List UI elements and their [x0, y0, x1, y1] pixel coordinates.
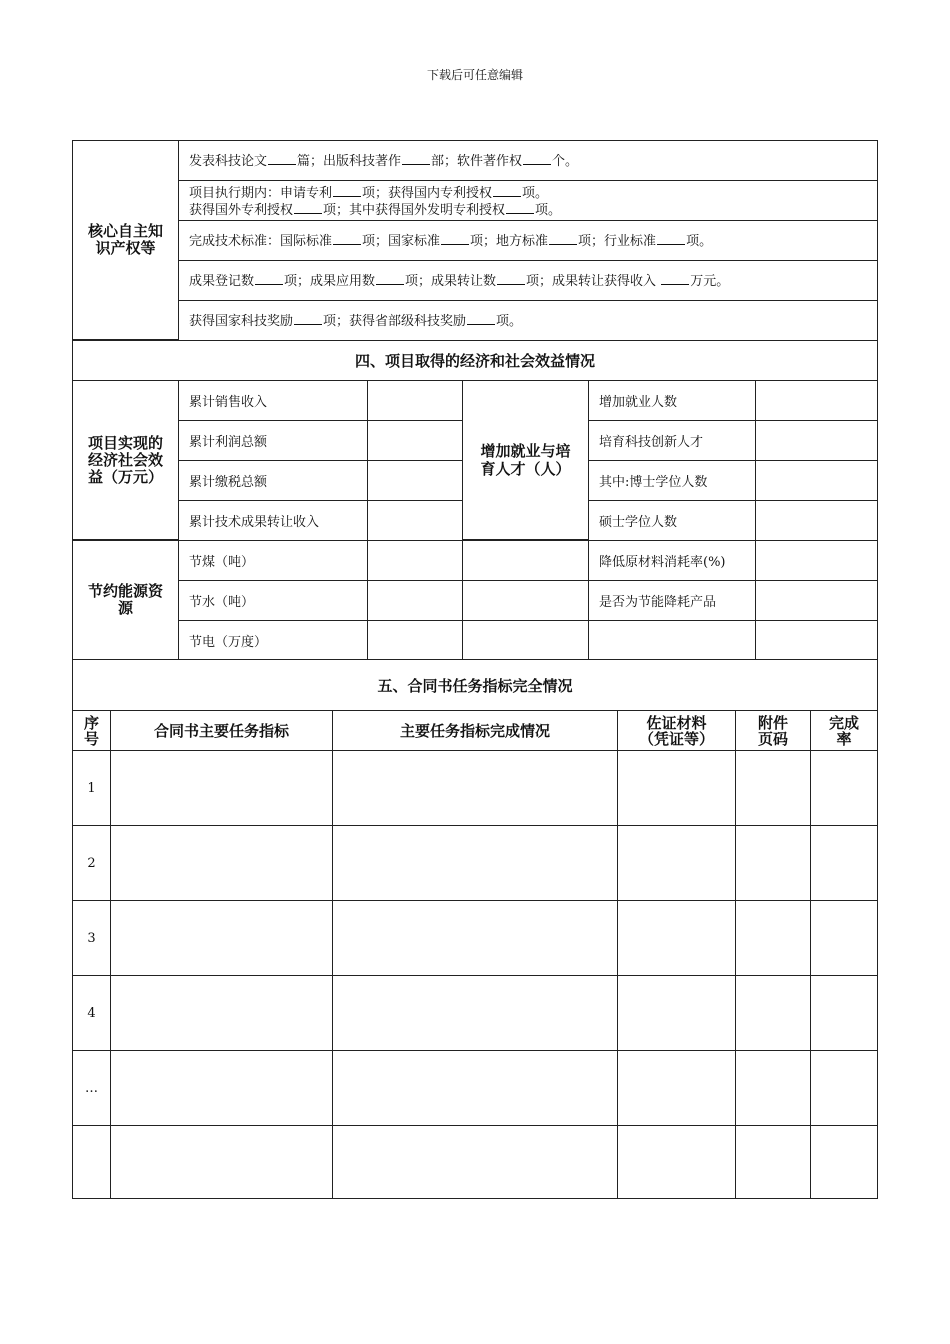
task-row-number [72, 1125, 111, 1199]
ip-row-patents: 项目执行期内：申请专利 项；获得国内专利授权 项。 获得国外专利授权 项；其中获得国外发明专利授权 项。 [178, 180, 878, 221]
employment-label: 增加就业与培育人才（人） [462, 380, 589, 540]
task-header-rate: 完成率 [810, 710, 878, 751]
task-row-number: 1 [72, 750, 111, 826]
task-row-indicator [110, 1050, 333, 1126]
emp-item-jobs: 增加就业人数 [588, 380, 756, 421]
section4-title: 四、项目取得的经济和社会效益情况 [72, 340, 878, 381]
task-row-page [735, 975, 811, 1051]
energy-item-power: 节电（万度） [178, 620, 368, 660]
task-row-page [735, 900, 811, 976]
econ-item-sales: 累计销售收入 [178, 380, 368, 421]
ip-row-papers: 发表科技论文 篇；出版科技著作 部；软件著作权 个。 [178, 140, 878, 181]
task-row-evidence [617, 750, 736, 826]
emp-item-phd: 其中:博士学位人数 [588, 460, 756, 501]
energy-right-product-value [755, 580, 878, 621]
emp-item-talent: 培育科技创新人才 [588, 420, 756, 461]
task-row-indicator [110, 825, 333, 901]
task-row-indicator [110, 900, 333, 976]
task-row-completion [332, 975, 618, 1051]
task-header-evidence: 佐证材料（凭证等） [617, 710, 736, 751]
econ-item-profit: 累计利润总额 [178, 420, 368, 461]
econ-item-transfer: 累计技术成果转让收入 [178, 500, 368, 541]
energy-item-water: 节水（吨） [178, 580, 368, 621]
emp-value-talent [755, 420, 878, 461]
task-row-evidence [617, 975, 736, 1051]
energy-right-material: 降低原材料消耗率(%) [588, 540, 756, 581]
energy-extra-power [462, 620, 589, 660]
task-row-rate [810, 750, 878, 826]
econ-item-tax: 累计缴税总额 [178, 460, 368, 501]
task-row-evidence [617, 1050, 736, 1126]
energy-label: 节约能源资源 [72, 540, 179, 660]
task-row-completion [332, 900, 618, 976]
energy-right-material-value [755, 540, 878, 581]
ip-row-results: 成果登记数 项；成果应用数 项；成果转让数 项；成果转让获得收入 万元。 [178, 260, 878, 301]
energy-value-power [367, 620, 463, 660]
task-row-page [735, 825, 811, 901]
task-row-rate [810, 1050, 878, 1126]
emp-value-master [755, 500, 878, 541]
task-row-page [735, 1050, 811, 1126]
task-row-evidence [617, 825, 736, 901]
energy-extra-water [462, 580, 589, 621]
task-row-evidence [617, 1125, 736, 1199]
header-note: 下载后可任意编辑 [426, 68, 523, 82]
task-header-completion: 主要任务指标完成情况 [332, 710, 618, 751]
task-row-evidence [617, 900, 736, 976]
energy-item-coal: 节煤（吨） [178, 540, 368, 581]
econ-value-profit [367, 420, 463, 461]
task-row-indicator [110, 1125, 333, 1199]
report-form [72, 140, 878, 1199]
ip-row-standards: 完成技术标准：国际标准 项；国家标准 项；地方标准 项；行业标准 项。 [178, 220, 878, 261]
task-header-indicator: 合同书主要任务指标 [110, 710, 333, 751]
econ-label: 项目实现的经济社会效益（万元） [72, 380, 179, 540]
energy-right-product: 是否为节能降耗产品 [588, 580, 756, 621]
task-row-rate [810, 825, 878, 901]
energy-right-blank [588, 620, 756, 660]
emp-item-master: 硕士学位人数 [588, 500, 756, 541]
econ-value-tax [367, 460, 463, 501]
task-row-number: … [72, 1050, 111, 1126]
energy-extra-coal [462, 540, 589, 581]
task-row-indicator [110, 750, 333, 826]
task-row-completion [332, 825, 618, 901]
task-row-number: 2 [72, 825, 111, 901]
ip-row-awards: 获得国家科技奖励 项；获得省部级科技奖励 项。 [178, 300, 878, 341]
task-row-indicator [110, 975, 333, 1051]
econ-value-sales [367, 380, 463, 421]
energy-right-blank-value [755, 620, 878, 660]
task-row-rate [810, 1125, 878, 1199]
section5-title: 五、合同书任务指标完全情况 [72, 659, 878, 711]
task-row-page [735, 750, 811, 826]
econ-value-transfer [367, 500, 463, 541]
task-row-number: 3 [72, 900, 111, 976]
task-row-rate [810, 900, 878, 976]
task-row-completion [332, 1125, 618, 1199]
task-header-no: 序号 [72, 710, 111, 751]
task-row-rate [810, 975, 878, 1051]
task-header-page: 附件页码 [735, 710, 811, 751]
ip-label: 核心自主知识产权等 [72, 140, 179, 340]
energy-value-coal [367, 540, 463, 581]
emp-value-phd [755, 460, 878, 501]
emp-value-jobs [755, 380, 878, 421]
task-row-completion [332, 750, 618, 826]
task-row-completion [332, 1050, 618, 1126]
energy-value-water [367, 580, 463, 621]
task-row-page [735, 1125, 811, 1199]
task-row-number: 4 [72, 975, 111, 1051]
